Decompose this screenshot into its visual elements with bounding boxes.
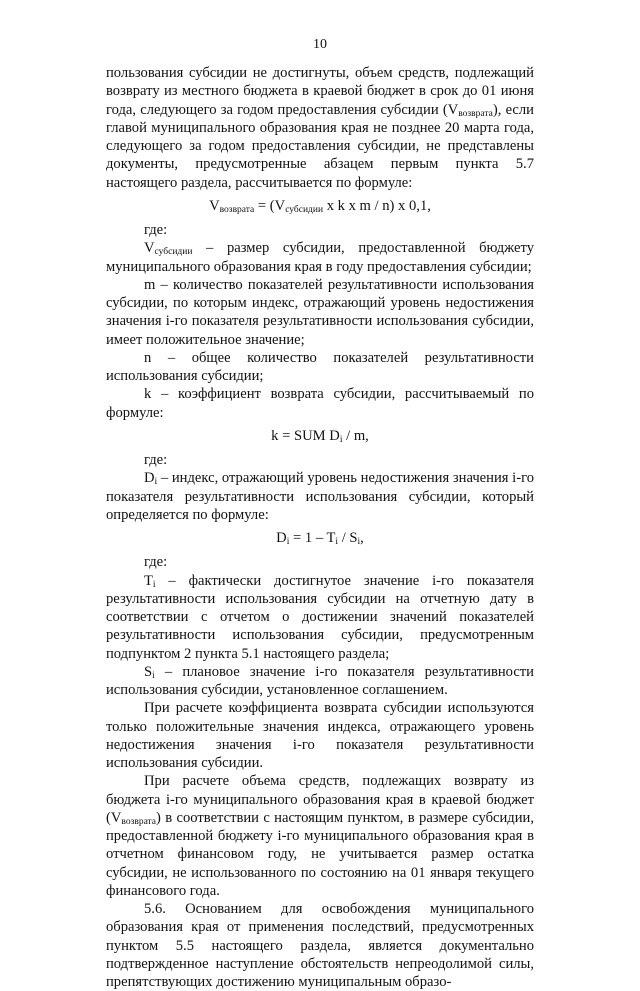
- definition-d: [106, 469, 534, 524]
- paragraph-refund-calculation: [106, 772, 534, 900]
- formula-k: [106, 427, 534, 445]
- formula-part: V: [209, 197, 220, 214]
- text-run: – размер субсидии, предоставленной бюджету муниципального образования края в году предоставления субсидии;: [106, 240, 534, 275]
- subscript: i: [152, 579, 156, 590]
- formula-part: ,: [360, 530, 364, 546]
- subscript: i: [335, 537, 339, 547]
- subscript: возврата: [458, 108, 493, 119]
- text-run: T: [144, 572, 153, 589]
- subscript: возврата: [121, 816, 157, 827]
- formula-part: k = SUM D: [271, 427, 340, 444]
- subscript: субсидии: [154, 247, 193, 258]
- definition-n: n – общее количество показателей результативности использования субсидии;: [106, 349, 534, 384]
- formula-part: = (V: [254, 197, 286, 214]
- text-run: – фактически достигнутое значение i-го показателя результативности использования субсидии на отчетную дату в соответствии с отчетом о достижении значений показателей результативности использования субсидии, предусмотренным подпунктом 2 пункта 5.1 настоящего раздела;: [106, 572, 534, 662]
- definition-m: m – количество показателей результативности использования субсидии, по которым индекс, отражающий уровень недостижения значения i-го показателя результативности использования субсидии, имеет положительное значение;: [106, 276, 534, 348]
- where-label: где:: [144, 554, 168, 571]
- page-number: 10: [313, 37, 327, 52]
- subscript: субсидии: [285, 204, 324, 215]
- formula-part: / m,: [342, 427, 369, 444]
- text-run: ), если главой муниципального образования края не позднее 20 марта года, следующего за годом предоставления субсидии, не представлены документы, предусмотренные абзацем первым пункта 5.7 настоящего раздела, рассчитывается по формуле:: [106, 101, 534, 191]
- subscript: i: [152, 670, 155, 681]
- where-label: где:: [144, 222, 168, 238]
- subscript: i: [286, 537, 290, 547]
- where-label: где:: [144, 452, 168, 468]
- text-run: S: [144, 663, 153, 680]
- formula-part: x k x m / n) x 0,1,: [323, 197, 431, 214]
- text-run: – плановое значение i-го показателя результативности использования субсидии, установленное соглашением.: [106, 663, 534, 698]
- paragraph-continuation: [106, 64, 534, 192]
- subscript: i: [339, 434, 343, 445]
- text-run: – индекс, отражающий уровень недостижения значения i-го показателя результативности использования субсидии, который определяется по формуле:: [106, 470, 534, 523]
- definition-v-subsidy: [106, 239, 534, 276]
- formula-part: / S: [338, 530, 358, 546]
- text-run: D: [144, 470, 155, 487]
- text-run: ) в соответствии с настоящим пунктом, в размере субсидии, предоставленной бюджету i-го муниципального образования края в отчетном финансовом году, не учитывается размер остатка субсидии, не использованного по состоянию на 01 января текущего финансового года.: [106, 809, 534, 899]
- definition-s: [106, 663, 534, 700]
- formula-d: [106, 529, 534, 547]
- formula-refund-volume: [106, 197, 534, 215]
- subscript: возврата: [219, 204, 255, 215]
- definition-t: [106, 572, 534, 663]
- subscript: i: [357, 537, 361, 547]
- paragraph-positive-values: При расчете коэффициента возврата субсидии используются только положительные значения индекса, отражающего уровень недостижения значения i-го показателя результативности использования субсидии.: [106, 700, 534, 771]
- paragraph-5-6: 5.6. Основанием для освобождения муниципального образования края от применения последствий, предусмотренных пунктом 5.5 настоящего раздела, является документально подтвержденное наступление обстоятельств непреодолимой силы, препятствующих достижению муниципальным образо-: [106, 901, 534, 990]
- text-run: пользования субсидии не достигнуты, объем средств, подлежащий возврату из местного бюджета в краевой бюджет в срок до 01 июня года, следующего за годом предоставления субсидии (V: [106, 65, 534, 118]
- definition-k: k – коэффициент возврата субсидии, рассчитываемый по формуле:: [106, 386, 534, 421]
- document-body: [106, 64, 534, 991]
- text-run: При расчете объема средств, подлежащих возврату из бюджета i-го муниципального образования края в краевой бюджет (V: [106, 773, 534, 826]
- text-run: V: [144, 240, 155, 257]
- formula-part: = 1 – T: [289, 530, 336, 546]
- formula-part: D: [276, 530, 287, 546]
- subscript: i: [154, 477, 158, 488]
